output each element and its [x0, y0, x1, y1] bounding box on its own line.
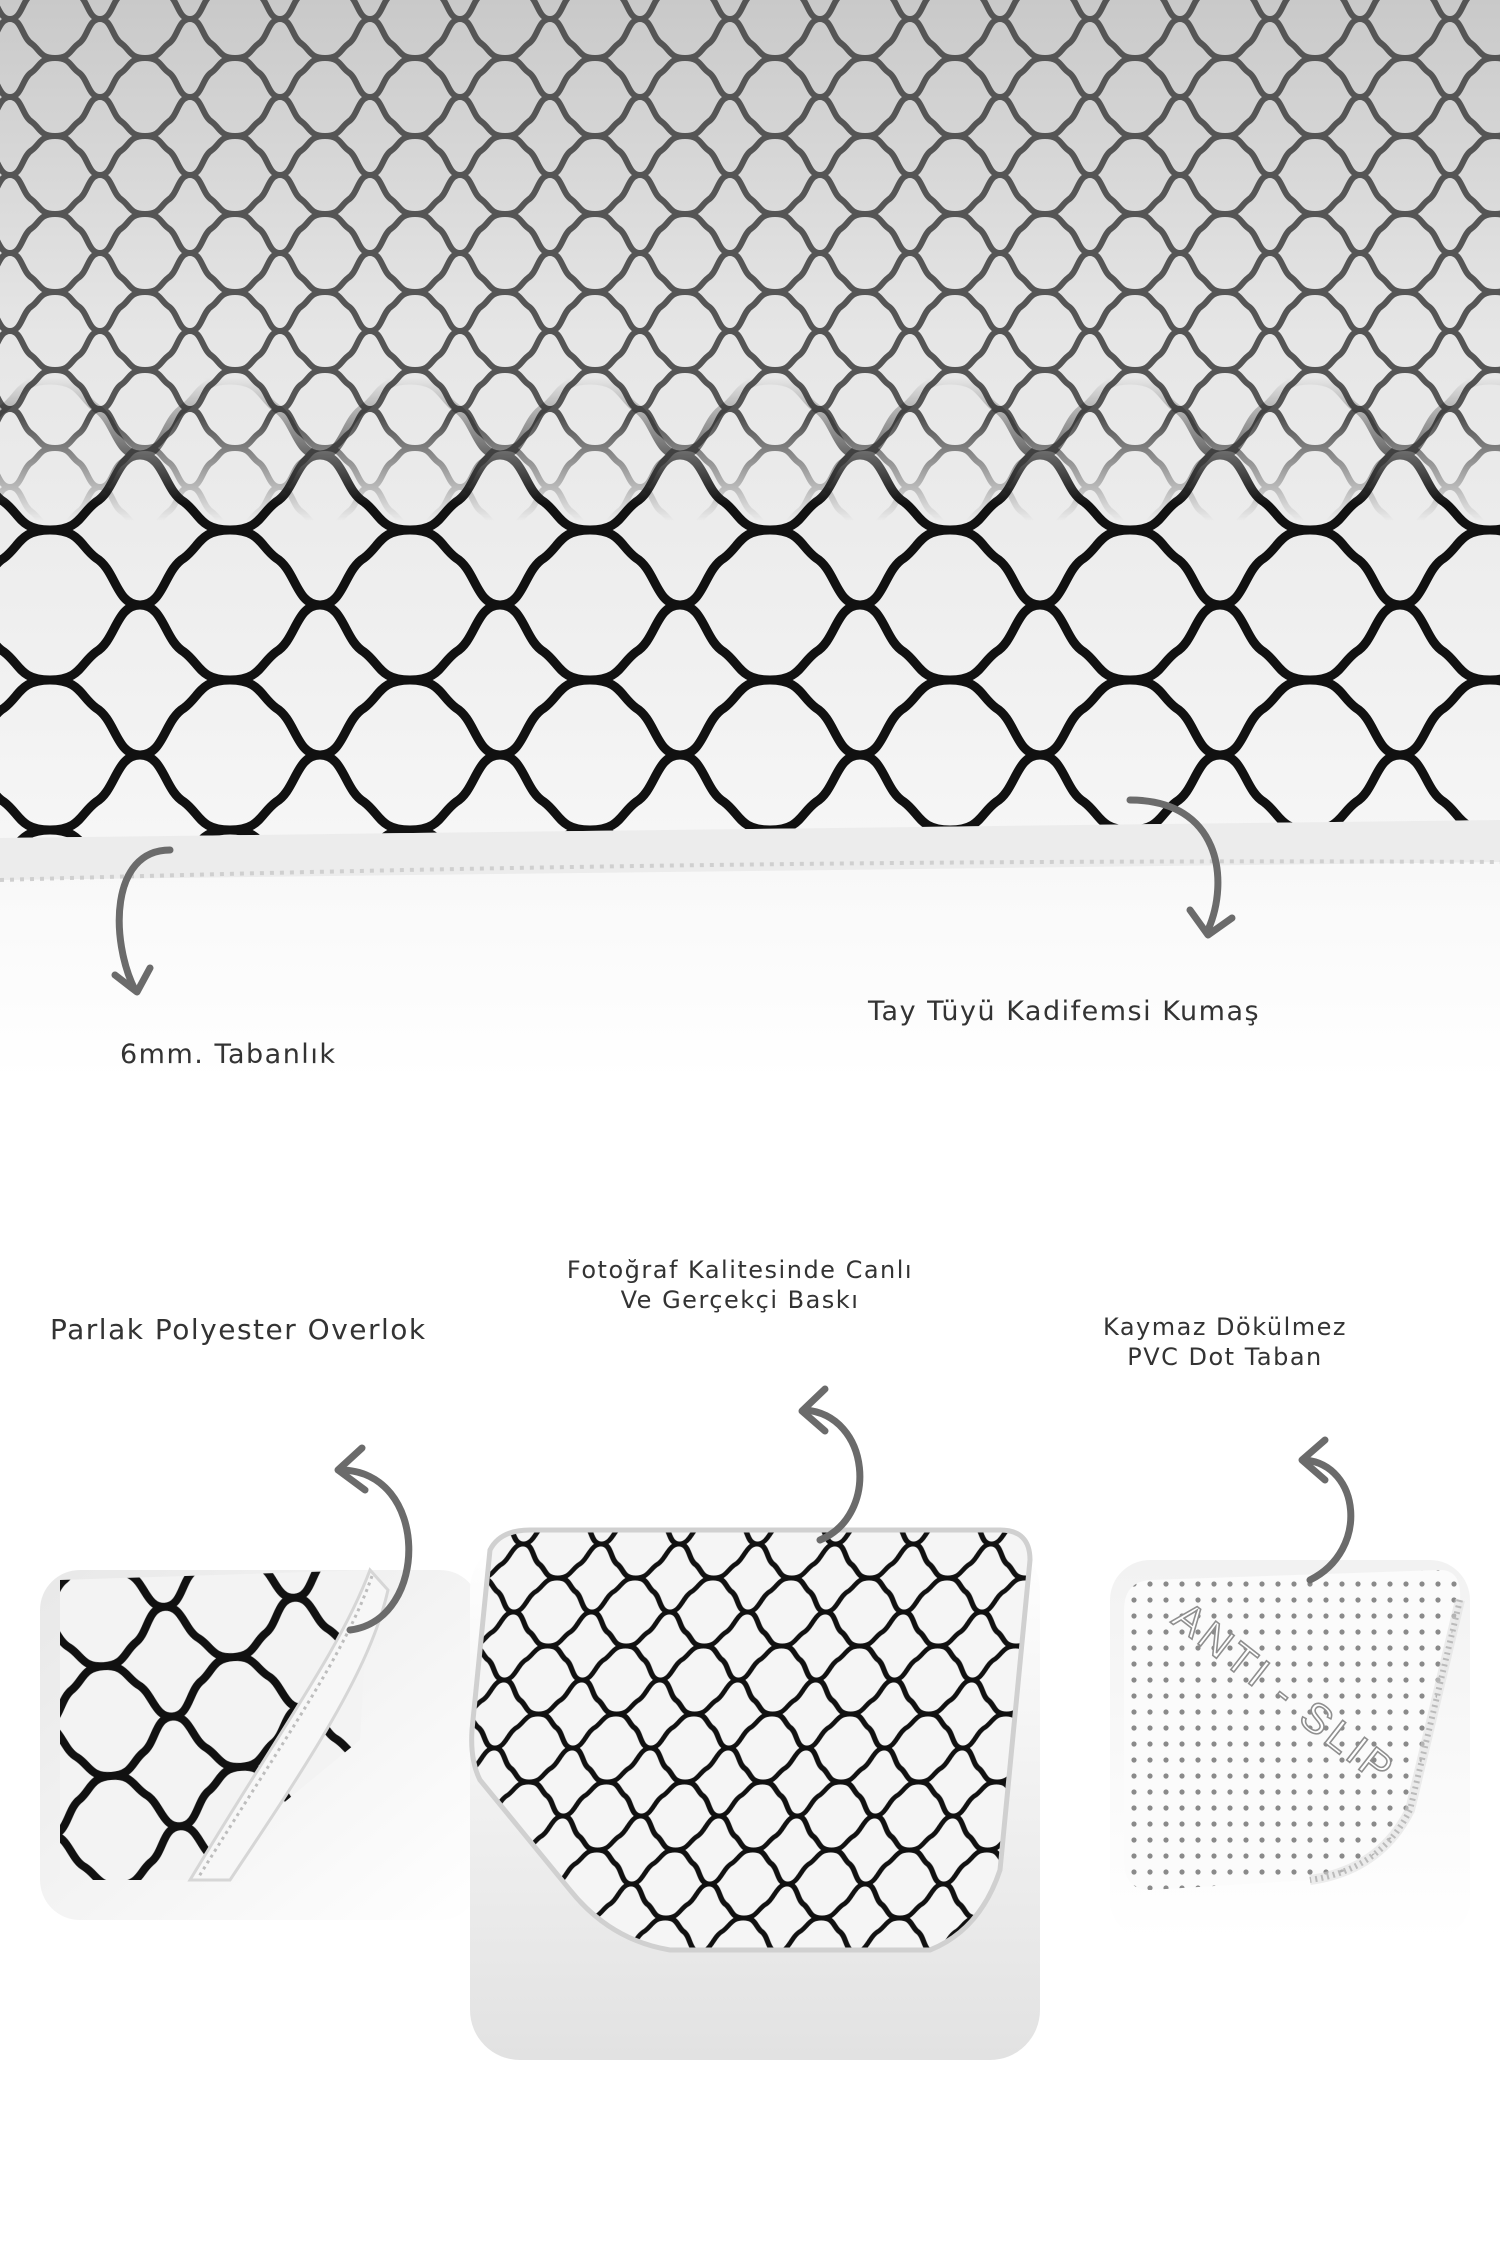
hero-rug-image	[0, 0, 1500, 1080]
curved-arrow-up-antislip-icon	[1280, 1430, 1380, 1590]
print-quality-line1: Fotoğraf Kalitesinde Canlı	[566, 1256, 914, 1284]
antislip-line1: Kaymaz Dökülmez	[1103, 1313, 1347, 1341]
curved-arrow-up-icon	[770, 1375, 880, 1550]
base-thickness-label: 6mm. Tabanlık	[120, 1039, 337, 1070]
curved-arrow-down-right-icon	[1110, 780, 1250, 950]
print-quality-line2: Ve Gerçekçi Baskı	[620, 1286, 860, 1314]
antislip-backing-image	[1110, 1560, 1470, 1940]
antislip-line2: PVC Dot Taban	[1127, 1343, 1323, 1371]
fabric-type-label: Tay Tüyü Kadifemsi Kumaş	[868, 996, 1261, 1027]
antislip-badge: ANTI - SLIP	[1164, 1592, 1405, 1795]
curved-arrow-down-left-icon	[80, 840, 190, 1000]
print-quality-image	[460, 1510, 1050, 2070]
print-quality-label	[480, 1255, 1000, 1315]
overlock-label: Parlak Polyester Overlok	[50, 1313, 427, 1346]
antislip-label	[1060, 1312, 1390, 1372]
curved-arrow-up-left-icon	[310, 1430, 440, 1640]
